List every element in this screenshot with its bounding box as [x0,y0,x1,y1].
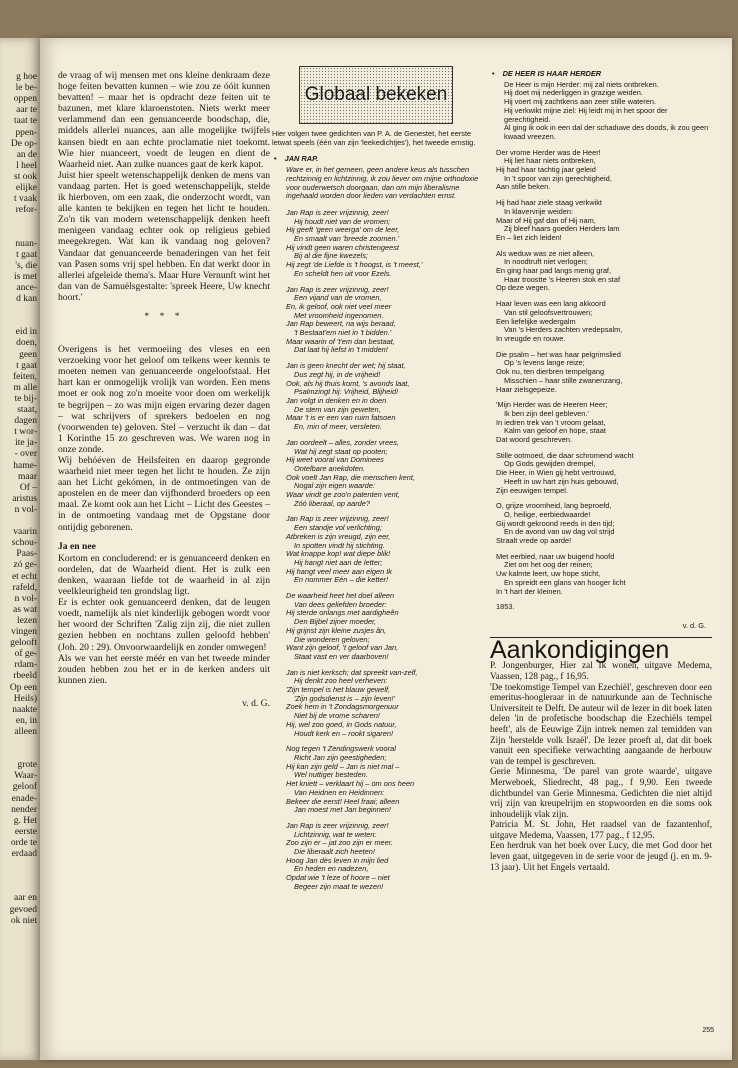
facing-page-fragment: Heils) [13,693,37,704]
poem-line: En – liet zich leiden! [496,232,562,242]
facing-page-fragment: aar en [14,893,37,904]
facing-page-fragment: geloof [12,782,37,793]
poem-line: Hij denkt zoo heel verheven: [294,676,388,686]
poem-line: Het kniett – verklaart hij – om ons heen [286,779,415,789]
stanza [496,502,712,546]
stanza [496,351,712,395]
poem-line: Bij al die fijne kwezels; [294,251,368,261]
poem-line: Psalmzingt hij: Vrijheid, Blijheid! [294,387,399,397]
facing-page-fragment: Paas- [16,549,37,560]
poem-line: Niet bij de vrome scharen! [294,711,380,721]
poem-epigraph: Ware er, in het gemeen, geen andere keus als tusschen rechtzinnig en lichtzinnig, ik zou liever om mijne orthodoxie voor ouderwetsch doorgaan, dan om mijn liberalisme ingehaald worden door lieden van verdachten ernst. [286,165,479,201]
poem-line: Gij wordt gekroond reeds in den tijd; [496,518,615,528]
facing-page-fragment: gevoed [9,904,37,915]
facing-page-fragment: ite ja- [15,438,37,449]
poem-line: Richt Jan zijn geestigheden; [294,753,387,762]
stanza [496,250,712,294]
stanza [496,199,712,243]
facing-page-fragment: an de [16,149,37,160]
poem-line: En spreidt een glans van hooger licht [504,577,626,587]
poem-line: Hij grijnst zijn kleine zusjes ân, [286,625,387,635]
poem-line: Hij had haar tachtig jaar geleid [496,165,596,175]
poem-line: Nogal zijn eigen waarde: [294,481,375,491]
facing-page-fragment: nuan- [15,238,37,249]
announcements-heading: Aankondigingen [490,635,670,664]
poem-line: Aan stille beken. [496,182,551,192]
poem-line: Haar troostte 's Heeren stok en staf [504,274,621,284]
poem-line: Ook nu, ten dierbren tempelgang [496,367,605,377]
facing-page-fragment: d kan [16,294,37,304]
poem-line: Die wonderen geloven; [294,634,370,644]
poem-line: In spotten vindt hij stichting. [294,540,385,550]
poem-line: Hij voert mij zachtkens aan zeer stille wateren. [504,97,656,107]
facing-page-fragment: g hoe [16,72,37,82]
poem-line: Maar 't is er een van ruim fatsoen [286,413,396,423]
paragraph: Overigens is het vermoeiing des vleses en een verzoeking voor het geloof om telkens weer kennis te moeten nemen van genuanceerde ongeloofstaal. Het hart kan er onmogelijk vrolijk van worden. Een mens moet er ook nog zo'n moeite voor doen om werkelijk te begrijpen – zo was mijn eigen ervaring dezer dagen – wat schrijvers of sprekers bedoelen en nog (voorwenden te) geloven. Stel – verzucht ik dan – dat 1 Korinthe 15 zo geschreven was. We waren nog in onze zonde. [58,344,270,455]
facing-page-fragment: et echt [11,571,37,582]
poem-line: De waarheid heet het doel alleen [286,591,395,601]
facing-page-fragment: De op- [10,138,37,149]
poem-line: Houdt kerk en – rookt sigaren! [294,728,394,738]
poem-line: Jan Rap is zeer vrijzinnig, zeer! [286,820,389,830]
poem-line: Hij liet haar niets ontbreken, [504,156,596,166]
facing-page-fragment: enade- [11,793,37,804]
paragraph: Juist hier speelt wetenschappelijk denken de mens van vandaag parten. Het is goed wetenschappelijk, stelde ik hierboven, om een zaak, die onderzocht wordt, van alle kanten te bekijken en tegen het licht te houden. Zo'n tik van modern wetenschappelijk denken heeft menigeen vandaag echter ook op religieus gebied meegekregen. Wat kan ik vandaag nog geloven? Vandaar dat genuanceerde benaderingen van het feit van Pasen soms vrij spel hebben. En dat werkt door in allerlei afgeleide thema's. Maar Hure Vernunft wint het dan van de Samuëlsgestalte: 'spreek Heere, Uw knecht hoort.' [58,169,270,303]
poem-title: • JAN RAP. [286,155,480,164]
facing-page-fragment: eid in [15,327,37,338]
stanza [286,515,480,585]
facing-page-fragment: rafeld, [12,582,37,593]
stanza [496,300,712,344]
intro-text: Hier volgen twee gedichten van P. A. de Genestet, het eerste letwat speels (één van zijn 'leekedichtjes'), het tweede ernstig. [272,129,476,147]
poem-line: Ik ben zijn deel gebleven.' [504,408,589,418]
poem-line: Hij zegt 'de Liefde is 't hoogst, is 't meest,' [286,260,423,270]
poem-line: Ontelbare anekdoten. [294,463,366,473]
poem-line: Hij had haar ziele staag verkwikt [496,198,602,208]
facing-page-fragment: vingen [11,627,37,637]
poem-line: Zoek hem in 't Zondagsmorgenuur [286,702,399,712]
magazine-page [40,38,732,1060]
stanza [286,669,480,739]
paragraph: Als we van het eerste méér en van het tweede minder zouden hebben zou het er in de kerken anders uit kunnen zien. [58,652,270,686]
facing-page-fragment: gelooft [10,638,37,649]
poem-line: Die psalm – het was haar pelgrimslied [496,349,621,359]
poem-line: In 't hart der kleinen. [496,586,563,596]
poem-line: Opdat wie 't leze of hoore – niet [286,873,390,883]
facing-page-fragment: elijke [15,183,37,193]
poem-line: Op Gods gewijden drempel, [504,459,596,469]
poem-line: Dus zegt hij, in de vrijheid! [294,369,381,379]
facing-page-edge [0,38,40,1060]
poem-line: Maar of Hij gaf dan of Hij nam, [496,215,596,225]
poem-line: Al ging ik ook in een dal der schaduwe des doods, ik zou geen kwaad vreezen. [504,123,709,141]
banner-title: Globaal bekeken [304,83,448,105]
facing-page-fragment: ppen- [15,127,37,138]
stanza [496,401,712,445]
facing-page-fragment: refor- [15,205,37,216]
poem-line: Der vrome Herder was de Heer! [496,147,601,157]
facing-page-fragment: hame- [13,460,37,471]
poem-line: Want zijn geloof, 't geloof van Jan, [286,643,399,653]
poem-line: Zij bleef haars goeden Herders lam [504,224,620,234]
poem-line: En nommer Eén – die ketter! [294,575,389,585]
poem-line: Van stil geloofsvertrouwen; [504,307,593,317]
facing-page-fragment: t wor- [14,427,37,438]
column-right [490,66,712,872]
poem-line: Jan Rap is zeer vrijzinnig, zeer! [286,514,389,524]
facing-page-fragment: schou- [11,538,37,549]
poem-line: O, grijze vroomheid, lang beproefd, [496,501,612,511]
poem-line: En smaalt van 'breede zoomen.' [294,234,400,244]
poem-line: Jan volgt in denken en in doen [286,395,387,405]
poem-line: 'Zijn tempel is het blauw gewelf, [286,685,391,695]
facing-page-fragment: g. Het [13,815,37,826]
poem-line: De Heer is mijn Herder: mij zal niets ontbreken. [504,79,659,89]
poem-year: 1853. [496,602,515,612]
stanza [286,362,480,432]
announcement-item: Gerie Minnesma, 'De parel van grote waarde', uitgave Merweboek, Sliedrecht, 48 pag., f 9,90. Een tweede dichtbundel van Gerie Minnesma. Gedichten die niet altijd vrij zijn van kreupelrijm en stopwoorden en die soms ook inhoudelijk vlak zijn. [490,766,712,819]
poem-line: Jan moest met Jan beginnen! [294,805,391,815]
poem-line: Jan Rap is zeer vrijzinnig, zeer! [286,284,389,294]
facing-page-fragment: taat te [14,116,37,127]
announcement-item: Patricia M. St. John, Het raadsel van de fazantenhof, uitgave Medema, Vaassen, 177 pag., f 12,95. [490,819,712,840]
facing-page-fragment: maar [18,471,37,482]
subheading: Ja en nee [58,540,96,552]
facing-page-fragment: n vol- [14,593,37,604]
stanza [286,592,480,662]
facing-page-fragment: as wat [12,604,37,615]
poem-line: Hij hangt veel meer aan eigen Ik [286,566,392,576]
poem-line: Van Heidnen en Heidinnen: [294,787,385,797]
poem-line: Dat laat hij liefst in 't midden! [294,345,388,355]
poem-body [490,149,712,597]
poem-line: 'Mijn Herder was de Heeren Heer; [496,400,608,410]
poem-line: Bekeer die eerst! Heel fraai; alleen [286,796,400,806]
facing-page-fragment: Of – [19,482,37,493]
poem-line: Een vijand van de vromen, [294,293,382,303]
poem-line: En scheldt hen uit voor Ezels. [294,268,392,278]
poem-line: Met vroomheid ingenomen. [294,310,384,320]
facing-page-fragment: le be- [15,83,37,94]
poem-line: Nog tegen 't Zendingswerk vooral [286,744,396,754]
section-divider: * * * [144,310,184,322]
facing-page-fragment: is met [14,271,37,282]
poem-line: Misschien – haar stille zwanenzang, [504,375,623,385]
facing-page-fragment: vaarin [13,527,37,538]
poem-line: Zóó liberaal, op aarde? [294,498,371,508]
poem-line: Jan Rap beweert, na wijs beraad, [286,319,396,329]
poem-line: De stem van zijn geweten, [294,404,381,414]
stanza [496,553,712,597]
column-middle [272,66,480,899]
stanza [286,286,480,356]
facing-page-fragment: dagen [14,416,37,427]
poem-line: Op deze wegen. [496,283,550,293]
poem-line: Hij weet vooral van Dominees [286,455,384,465]
poem-line: Die Heer, in Wien gij hebt vertrouwd, [496,468,616,478]
facing-page-fragment: rbeeld [13,671,37,682]
poem-line: Staat vast en ver daarboven! [294,651,389,661]
paragraph: Wij behóéven de Heilsfeiten en daarop gegronde waarheid niet meer tegen het licht te houden. Ze zijn aan het Licht gekómen, in de ontmoetingen van de apostelen en de meer dan vijfhonderd broeders op een maal. Ze komt ook aan het Licht – Licht des Geestes – in de ontmoeting vandaag met de Opgstane door ontijdig geborenen. [58,455,270,533]
poem-line: Wel nuttiger besteden. [294,770,368,780]
poem-line: Jan is geen knecht der wet; hij staat, [286,361,406,371]
facing-page-fragment: st ook [14,171,37,182]
poem-line: Hij houdt niet van de vromen; [294,216,391,226]
facing-page-fragment: m alle [13,382,37,393]
facing-page-fragment: alleen [14,726,37,737]
facing-page-fragment: ok niet [10,915,37,926]
poem-line: Als weduw was ze niet alleen, [496,248,595,258]
facing-page-fragment: te bij- [14,393,37,404]
poem-line: Ziet om het oog der reinen; [504,560,593,570]
poem-line: Ook voelt Jan Rap, die menschen kent, [286,472,415,482]
poem-line: In klavervrije weiden: [504,206,574,216]
facing-page-fragment: t gaat [16,249,37,260]
poem-line: Ook, als hij thuis komt, 's avonds laat, [286,378,410,388]
poem-line: Hij vindt geen waren christengeest [286,242,399,252]
poem-line: Atbreken is zijn vreugd, zijn eer, [286,531,391,541]
facing-page-fragment: doen, [16,338,37,349]
facing-page-fragment: feiten, [12,371,37,382]
stanza [496,149,712,193]
poem-line: Jan oordeelt – alles, zonder vrees, [286,437,399,447]
facing-page-fragment: ance- [16,282,37,293]
poem-line: Zijn eeuwigen tempel. [496,485,568,495]
poem-line: Op 's levens lange reize; [504,358,585,368]
poem-line: In iedren trek van 't vroom gelaat, [496,417,606,427]
poem-line: Jan Rap is zeer vrijzinnig, zeer! [286,207,389,217]
facing-page-fragment: grote [17,760,37,771]
poem-line: En, ik geloof, ook niet veel meer [286,301,392,311]
stanza [286,745,480,815]
poem-line: Haar zielsgepeize. [496,384,557,394]
column-left [58,70,270,709]
poem-line: O, heilige, eerbiedwaarde! [504,509,591,519]
poem-line: Hij sterde onlangs met aardigheên [286,608,399,618]
poem-line: En, min of meer, versleten. [294,422,382,432]
facing-page-fragment: naakte [12,704,37,715]
poem-line: Wat hij zegt staat op pooten; [294,446,388,456]
facing-page-fragment: staat, [17,405,37,415]
poem-body [272,209,480,892]
poem-title: • DE HEER IS HAAR HERDER [504,70,712,79]
facing-page-fragment: t gaat [16,360,37,371]
page-number: 255 [702,1027,714,1034]
facing-page-fragment: erdaad [11,849,37,859]
poem-line: Haar leven was een lang akkoord [496,299,606,309]
facing-page-fragment: orde te [10,837,37,848]
facing-page-fragment: lezen [16,615,37,626]
facing-page-fragment: aristus [12,493,37,504]
poem-line: Hij kan zijn geld – Jan is niet mal – [286,761,400,771]
poem-line: Maar waarin of 't'em dan bestaat, [286,336,395,346]
announcement-item: Een herdruk van het boek over Lucy, die met God door het leven gaat, uitgegeven in de serie voor de jeugd (j. en m. 9-13 jaar). Uit het Engels vertaald. [490,840,712,872]
facing-page-fragment: - over [14,449,37,460]
announcement-item: 'De toekomstige Tempel van Ezechiël', geschreven door een emeritus-hoogleraar in de natuurkunde aan de Technische Universiteit te Delft. De auteur wil de lezer in dit boek laten delen 'in de profetische boodschap die Ezechiëls tempel heeft', als de Eeuwige Zijn intrek nemen zal temidden van Zijn 'herstelde volk Israël'. De lezer proeft al, dat dit boek vanuit een specifieke verwachting aangaande de herbouw van de tempel is geschreven. [490,681,712,766]
poem-line: Hij doet mij nederliggen in grazige weiden. [504,88,643,98]
poem-line: Die liberaalt zich heeten! [294,847,375,857]
poem-line: En de avond van uw dag vol strijd [504,527,615,537]
poem-line: Wat knappe kop! wat diepe blik! [286,549,391,559]
poem-line: Zoo zijn er – jat zoo zijn er meer. [286,838,393,848]
poem-line: Hij, wel zoo goed, in Gods natuur, [286,719,397,729]
stanza [286,439,480,509]
poem-line: Hoog Jan dès leven in mijn lied [286,855,389,865]
poem-line: Stille ootmoed, die daar schromend wacht [496,450,634,460]
facing-page-fragment: rdam- [14,660,37,671]
section-banner [299,66,453,124]
paragraph: Er is echter ook genuanceerd denken, dat de leugen voedt, namelijk als niet kinderlijk gebogen wordt voor het woord der Schriften 'Zalig zijn zij, die niet zullen gezien hebben en nochtans zullen geloofd hebben' (Joh. 20 : 29). Onvoorwaardelijk en zonder omwegen! [58,597,270,653]
poem-line: En ging haar pad langs menig graf, [496,266,612,276]
poem-line: Van dees geliefden broeder: [294,599,387,609]
poem-line: En heden en nadezen, [294,864,369,874]
poem-line: Met eerbied, naar uw buigend hoofd [496,551,615,561]
psalm-quote [504,81,712,142]
stanza [496,452,712,496]
author-signature: v. d. G. [242,697,270,709]
poem-line: Hij hangt niet aan de letter; [294,557,383,567]
stanza [286,822,480,892]
poem-line: Van 's Herders zachten vredepsalm, [504,325,623,335]
facing-page-fragment: oppen [13,94,37,105]
author-signature: v. d. G. [682,620,706,630]
facing-page-fragment: 's, die [15,260,37,271]
facing-page-fragment: Op een [9,682,37,693]
facing-page-fragment: of ge- [14,649,37,660]
facing-page-fragment: Waar- [14,771,37,782]
poem-line: 't Bestaat'em niet in 't bidden.' [294,328,392,338]
facing-page-fragment: geen [19,349,37,360]
poem-line: Een liefelijke wedergalm [496,316,576,326]
poem-line: In noodtruft niet verlogen; [504,257,588,267]
announcement-item: P. Jongenburger, Hier zal Ik wonen, uitgave Medema, Vaassen, 128 pag., f 16,95. [490,660,712,681]
facing-page-fragment: l heel [16,160,37,171]
poem-line: Jan is niet kerksch; dat spreekt van-zelf, [286,667,418,677]
paragraph: Kortom en concluderend: er is genuanceerd denken en oordelen, dat de Waarheid dient. Het is zulk een denken, waaraan liefde tot de waarheid in al zijn veelkleurigheid ten grondslag ligt. [58,552,270,598]
poem-line: Uw kalmte leert, uw hope sticht, [496,569,601,579]
poem-line: Begeer zijn maat te wezen! [294,881,384,891]
poem-line: In vreugde en rouwe. [496,333,566,343]
poem-line: Dat woord geschreven. [496,435,572,445]
facing-page-fragment: nender [11,804,37,815]
poem-line: Straalt vrede op aarde! [496,536,572,546]
poem-line: Den Bijbel zijner moeder, [294,617,377,627]
facing-page-fragment: en, in [15,715,37,726]
facing-page-fragment: eerste [14,826,37,837]
poem-line: Een standje vol verlichting; [294,523,382,533]
announcements-list [490,660,712,872]
poem-line: Lichtzinnig, wat te weten: [294,829,377,839]
stanza [286,209,480,279]
facing-page-fragment: aar te [16,105,37,116]
paragraph: de vraag of wij mensen met ons kleine denkraam deze hoge feiten bevatten kunnen – wie zou ze óóit kunnen bevatten! – maar het is opdracht deze feiten uit te bazunen, met klare klaroenstoten. Niets werkt meer verlammend dan een genuanceerde boodschap, die, middels allerlei nuances, aan alle mogelijke twijfels kansen biedt en aan echte proclamatie niet toekomt. Wie hier nuanceert, voedt de leugen en dient de Waarheid niet. Aan zulke nuances gaat de kerk kapot. [58,70,270,170]
facing-page-fragment: zó ge- [13,560,37,571]
poem-line: Hij verkwikt mijne ziel: Hij leidt mij in het spoor der gerechtigheid. [504,105,668,124]
poem-line: Heeft in uw hart zijn huis gebouwd, [504,476,619,486]
poem-line: Waar vindt ge zoo'n patenten vent, [286,490,400,500]
facing-page-fragment: n vol- [14,504,37,515]
poem-line: Hij geeft 'geen weerga' om de leer, [286,225,400,235]
poem-line: 'Zijn godsdienst is – zijn leven!' [294,693,396,703]
poem-line: Kalm van geloof en hope, staat [504,426,606,436]
facing-page-fragment: t vaak [14,194,37,205]
poem-line: In 't spoor van zijn gerechtigheid, [504,173,612,183]
